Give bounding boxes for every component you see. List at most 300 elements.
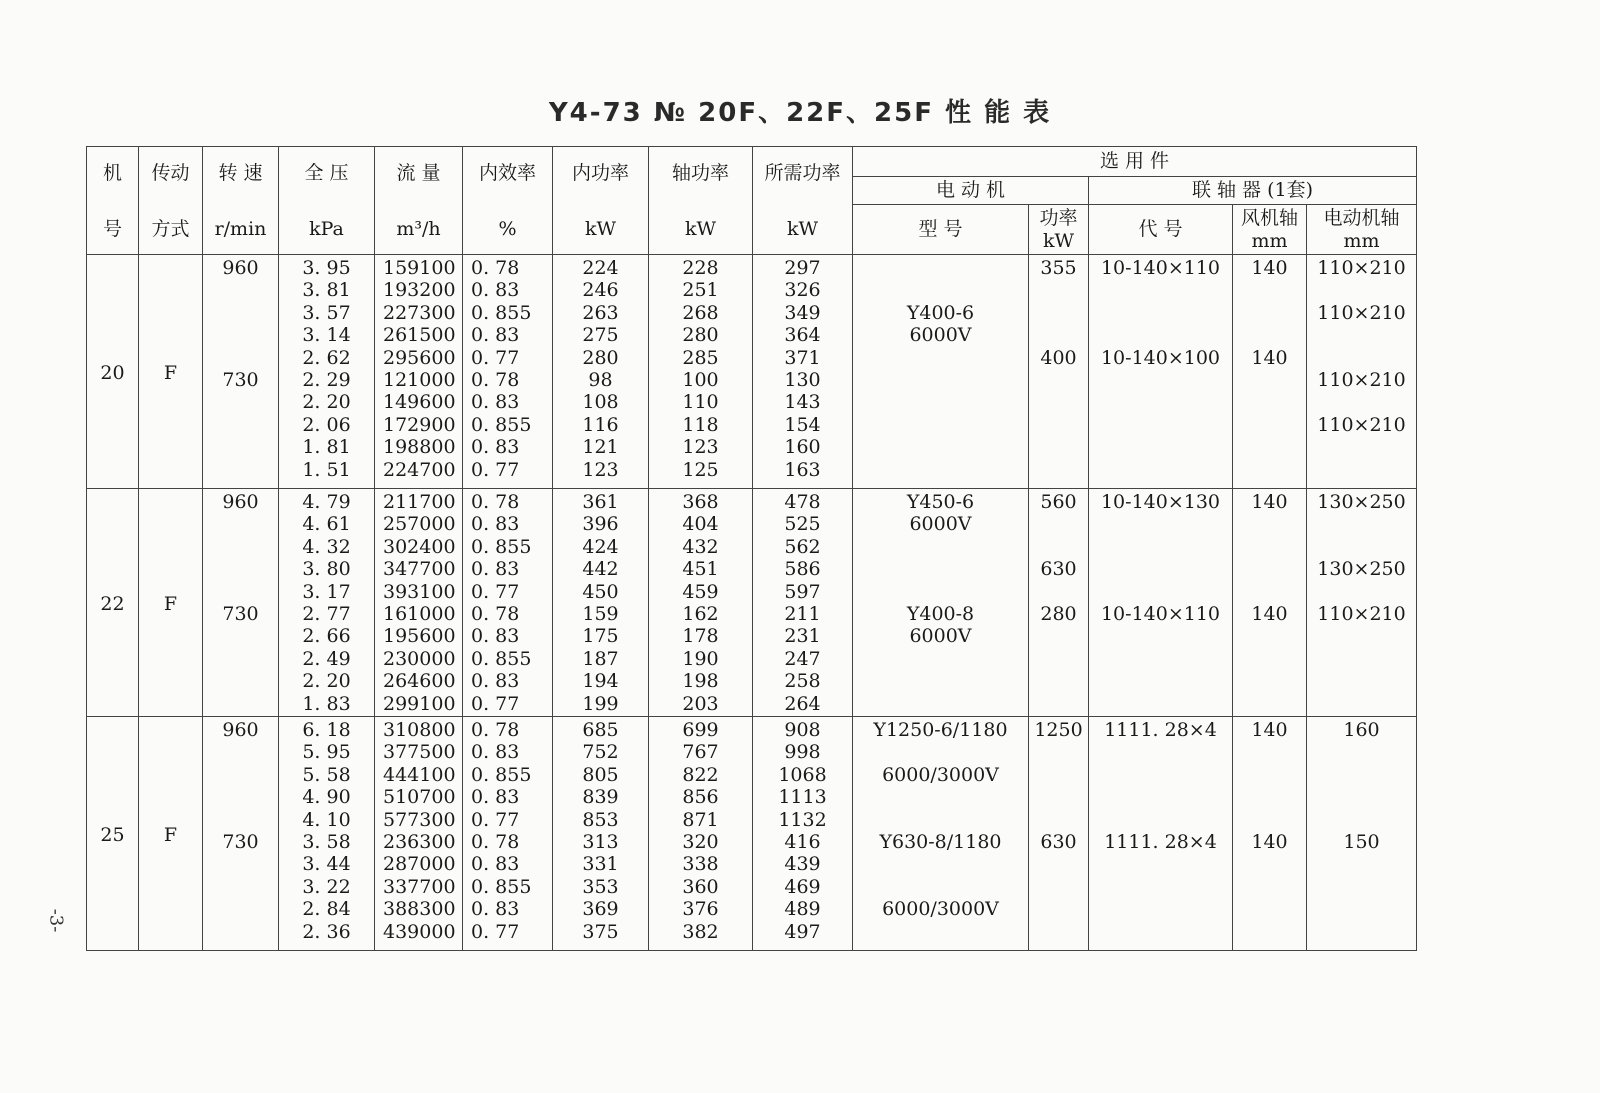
coupling-code-value [1089,459,1232,481]
required-power-value: 349 [784,301,821,324]
pressure-value: 2. 84 [302,898,351,921]
motor-power-value [1029,391,1088,413]
motor-shaft-value [1307,279,1416,301]
table-row [87,489,1417,717]
required-power-cell [753,717,853,951]
internal-power-value: 275 [582,324,619,347]
pressure-value: 2. 77 [302,602,351,625]
efficiency-value: 0. 78 [471,719,520,741]
flow-value: 439000 [383,920,456,943]
motor-power-cell [1029,255,1089,489]
efficiency-value: 0. 83 [471,741,520,764]
coupling-code-value [1089,369,1232,391]
motor-model-value: 6000V [909,324,972,347]
required-power-cell [753,489,853,717]
internal-power-value: 805 [582,763,619,786]
shaft-power-value: 123 [682,436,719,459]
efficiency-value: 0. 83 [471,625,520,648]
motor-power-value [1029,898,1088,920]
shaft-power-value: 125 [682,458,719,481]
shaft-power-value: 162 [682,602,719,625]
pressure-value: 3. 14 [302,324,351,347]
flow-value: 211700 [383,491,456,513]
internal-power-value: 839 [582,786,619,809]
pressure-value: 3. 57 [302,301,351,324]
fan-shaft-value [1233,898,1306,920]
speed-value: 730 [222,830,259,853]
pressure-value: 4. 90 [302,786,351,809]
efficiency-value: 0. 855 [471,647,532,670]
header-selection: 选 用 件 [853,147,1417,177]
header-code: 代 号 [1089,205,1233,255]
speed-value [203,391,278,413]
required-power-value: 211 [784,602,821,625]
speed-value [203,581,278,603]
motor-model-value [853,279,1028,301]
coupling-code-value [1089,741,1232,763]
required-power-value: 416 [784,830,821,853]
shaft-power-value: 285 [682,346,719,369]
internal-power-value: 175 [582,625,619,648]
required-power-value: 998 [784,741,821,764]
speed-value [203,693,278,715]
motor-model-cell [853,489,1029,717]
efficiency-value: 0. 77 [471,808,520,831]
flow-value: 310800 [383,719,456,741]
efficiency-value: 0. 83 [471,391,520,414]
fan-shaft-value [1233,414,1306,436]
internal-power-value: 361 [582,491,619,513]
speed-value [203,670,278,692]
speed-value [203,414,278,436]
motor-model-value: 6000/3000V [882,898,999,921]
fan-shaft-value [1233,279,1306,301]
motor-shaft-value [1307,347,1416,369]
required-power-value: 1068 [778,763,827,786]
fan-shaft-value [1233,459,1306,481]
speed-cell [203,489,279,717]
required-power-value: 908 [784,719,821,741]
fan-shaft-cell [1233,717,1307,951]
motor-model-cell [853,255,1029,489]
internal-power-value: 199 [582,692,619,715]
fan-shaft-value [1233,853,1306,875]
efficiency-value: 0. 77 [471,920,520,943]
performance-table [86,146,1417,951]
pressure-cell [279,255,375,489]
flow-value: 444100 [383,763,456,786]
internal-power-value: 263 [582,301,619,324]
flow-value: 149600 [383,391,456,414]
coupling-code-value [1089,898,1232,920]
coupling-code-cell [1089,489,1233,717]
pressure-value: 1. 83 [302,692,351,715]
motor-shaft-value: 130×250 [1317,491,1406,513]
efficiency-value: 0. 855 [471,875,532,898]
flow-value: 193200 [383,279,456,302]
motor-power-cell [1029,489,1089,717]
shaft-power-value: 251 [682,279,719,302]
speed-value [203,898,278,920]
efficiency-value: 0. 77 [471,458,520,481]
shaft-power-value: 767 [682,741,719,764]
drive-type-cell: F [139,255,203,489]
flow-value: 295600 [383,346,456,369]
pressure-value: 3. 81 [302,279,351,302]
efficiency-value: 0. 855 [471,301,532,324]
efficiency-value: 0. 83 [471,513,520,536]
required-power-value: 231 [784,625,821,648]
internal-power-value: 396 [582,513,619,536]
pressure-value: 2. 29 [302,368,351,391]
fan-shaft-value [1233,324,1306,346]
coupling-code-value [1089,391,1232,413]
motor-model-cell [853,717,1029,951]
motor-model-value [853,693,1028,715]
coupling-code-value [1089,536,1232,558]
efficiency-cell [463,717,553,951]
coupling-code-value [1089,853,1232,875]
fan-shaft-value [1233,391,1306,413]
coupling-code-value [1089,648,1232,670]
fan-shaft-value: 140 [1251,346,1288,369]
coupling-code-value [1089,436,1232,458]
fan-shaft-value [1233,302,1306,324]
motor-power-value [1029,459,1088,481]
motor-model-value [853,741,1028,763]
internal-power-cell [553,255,649,489]
motor-shaft-value: 160 [1343,719,1380,741]
header-drive: 传动 方式 [139,147,203,255]
pressure-value: 2. 62 [302,346,351,369]
efficiency-value: 0. 78 [471,491,520,513]
fan-shaft-value [1233,741,1306,763]
speed-value [203,648,278,670]
fan-shaft-value: 140 [1251,830,1288,853]
coupling-code-value [1089,876,1232,898]
coupling-code-value [1089,513,1232,535]
flow-value: 347700 [383,558,456,581]
header-speed: 转 速 r/min [203,147,279,255]
motor-shaft-value: 110×210 [1317,368,1406,391]
speed-value: 730 [222,368,259,391]
internal-power-cell [553,489,649,717]
required-power-value: 562 [784,535,821,558]
internal-power-value: 98 [588,368,613,391]
fan-shaft-value: 140 [1251,719,1288,741]
motor-model-value [853,536,1028,558]
required-power-value: 597 [784,580,821,603]
motor-model-value [853,786,1028,808]
motor-power-value: 630 [1040,558,1077,581]
required-power-value: 364 [784,324,821,347]
coupling-code-value [1089,581,1232,603]
shaft-power-value: 360 [682,875,719,898]
motor-power-value [1029,809,1088,831]
efficiency-cell [463,489,553,717]
coupling-code-value: 10-140×110 [1100,257,1221,279]
header-fan-shaft: 风机轴 mm [1233,205,1307,255]
motor-power-value [1029,302,1088,324]
pressure-value: 2. 49 [302,647,351,670]
motor-power-value [1029,693,1088,715]
coupling-code-value [1089,558,1232,580]
required-power-value: 371 [784,346,821,369]
efficiency-value: 0. 83 [471,558,520,581]
motor-power-value [1029,741,1088,763]
fan-shaft-value: 140 [1251,491,1288,513]
motor-model-value: 6000V [909,625,972,648]
drive-type-cell: F [139,717,203,951]
motor-power-value [1029,513,1088,535]
pressure-value: 4. 10 [302,808,351,831]
motor-model-value [853,921,1028,943]
required-power-value: 247 [784,647,821,670]
flow-value: 198800 [383,436,456,459]
motor-power-value [1029,414,1088,436]
required-power-value: 258 [784,670,821,693]
flow-value: 264600 [383,670,456,693]
internal-power-value: 108 [582,391,619,414]
flow-value: 230000 [383,647,456,670]
coupling-code-value [1089,693,1232,715]
motor-shaft-value [1307,324,1416,346]
internal-power-value: 752 [582,741,619,764]
fan-shaft-value: 140 [1251,257,1288,279]
required-power-cell [753,255,853,489]
fan-shaft-value [1233,581,1306,603]
motor-model-value [853,369,1028,391]
speed-value: 960 [222,491,259,513]
coupling-code-value [1089,670,1232,692]
motor-model-value [853,876,1028,898]
speed-value [203,625,278,647]
flow-value: 121000 [383,368,456,391]
motor-shaft-value: 110×210 [1317,301,1406,324]
efficiency-value: 0. 78 [471,257,520,279]
fan-shaft-cell [1233,255,1307,489]
required-power-value: 297 [784,257,821,279]
efficiency-value: 0. 83 [471,279,520,302]
motor-power-value [1029,324,1088,346]
flow-cell [375,489,463,717]
shaft-power-value: 856 [682,786,719,809]
efficiency-value: 0. 77 [471,580,520,603]
motor-power-cell [1029,717,1089,951]
pressure-value: 1. 81 [302,436,351,459]
internal-power-value: 369 [582,898,619,921]
coupling-code-value: 1111. 28×4 [1104,830,1217,853]
coupling-code-value: 1111. 28×4 [1104,719,1217,741]
motor-model-value [853,581,1028,603]
speed-value [203,764,278,786]
header-flow: 流 量 m³/h [375,147,463,255]
motor-shaft-cell [1307,489,1417,717]
motor-power-value [1029,670,1088,692]
motor-power-value: 400 [1040,346,1077,369]
internal-power-value: 313 [582,830,619,853]
motor-shaft-value [1307,436,1416,458]
motor-shaft-value [1307,898,1416,920]
motor-power-value: 280 [1040,602,1077,625]
motor-model-value: Y400-8 [906,602,975,625]
internal-power-value: 116 [582,413,619,436]
speed-value: 960 [222,719,259,741]
motor-shaft-value [1307,876,1416,898]
internal-power-value: 246 [582,279,619,302]
motor-power-value [1029,921,1088,943]
motor-shaft-value [1307,459,1416,481]
shaft-power-value: 280 [682,324,719,347]
speed-value [203,809,278,831]
motor-model-value [853,347,1028,369]
speed-value [203,786,278,808]
fan-shaft-value: 140 [1251,602,1288,625]
table-row [87,717,1417,951]
page-number: -3- [45,908,67,933]
shaft-power-value: 822 [682,763,719,786]
motor-power-value [1029,648,1088,670]
flow-value: 224700 [383,458,456,481]
motor-shaft-cell [1307,717,1417,951]
flow-value: 161000 [383,602,456,625]
internal-power-cell [553,717,649,951]
motor-shaft-value [1307,648,1416,670]
coupling-code-cell [1089,717,1233,951]
fan-shaft-value [1233,513,1306,535]
pressure-value: 1. 51 [302,458,351,481]
speed-value [203,741,278,763]
fan-shaft-value [1233,764,1306,786]
speed-cell [203,255,279,489]
speed-value [203,324,278,346]
speed-value [203,279,278,301]
flow-value: 393100 [383,580,456,603]
fan-number-cell: 20 [87,255,139,489]
motor-shaft-value [1307,741,1416,763]
shaft-power-value: 459 [682,580,719,603]
motor-model-value: Y450-6 [906,491,975,513]
page-title: Y4-73 № 20F、22F、25F 性 能 表 [548,98,1052,128]
speed-value [203,558,278,580]
flow-value: 236300 [383,830,456,853]
header-motor: 电 动 机 [853,177,1089,205]
internal-power-value: 375 [582,920,619,943]
speed-value [203,876,278,898]
coupling-code-value [1089,786,1232,808]
motor-shaft-value [1307,693,1416,715]
motor-shaft-cell [1307,255,1417,489]
internal-power-value: 194 [582,670,619,693]
table-body [87,255,1417,951]
flow-cell [375,717,463,951]
fan-number-cell: 22 [87,489,139,717]
motor-shaft-value: 110×210 [1317,602,1406,625]
efficiency-value: 0. 77 [471,346,520,369]
motor-model-value [853,853,1028,875]
motor-power-value [1029,536,1088,558]
motor-power-value: 1250 [1034,719,1083,741]
internal-power-value: 331 [582,853,619,876]
motor-shaft-value: 110×210 [1317,413,1406,436]
required-power-value: 525 [784,513,821,536]
pressure-value: 3. 22 [302,875,351,898]
shaft-power-value: 871 [682,808,719,831]
pressure-value: 3. 17 [302,580,351,603]
motor-shaft-value [1307,536,1416,558]
fan-shaft-value [1233,809,1306,831]
shaft-power-value: 382 [682,920,719,943]
internal-power-value: 224 [582,257,619,279]
speed-value: 730 [222,602,259,625]
motor-power-value [1029,786,1088,808]
pressure-value: 4. 32 [302,535,351,558]
internal-power-value: 424 [582,535,619,558]
efficiency-value: 0. 855 [471,535,532,558]
speed-value: 960 [222,257,259,279]
table-header [87,147,1417,255]
required-power-value: 1113 [778,786,827,809]
shaft-power-cell [649,717,753,951]
coupling-code-value [1089,324,1232,346]
internal-power-value: 450 [582,580,619,603]
flow-value: 510700 [383,786,456,809]
shaft-power-value: 404 [682,513,719,536]
fan-shaft-value [1233,876,1306,898]
motor-power-value [1029,436,1088,458]
internal-power-value: 353 [582,875,619,898]
required-power-value: 163 [784,458,821,481]
internal-power-value: 442 [582,558,619,581]
coupling-code-value [1089,809,1232,831]
required-power-value: 130 [784,368,821,391]
motor-power-value [1029,279,1088,301]
shaft-power-value: 118 [682,413,719,436]
fan-shaft-value [1233,558,1306,580]
shaft-power-value: 338 [682,853,719,876]
motor-shaft-value [1307,670,1416,692]
motor-shaft-value [1307,809,1416,831]
motor-power-value: 630 [1040,830,1077,853]
required-power-value: 586 [784,558,821,581]
pressure-value: 2. 20 [302,391,351,414]
shaft-power-value: 368 [682,491,719,513]
pressure-value: 3. 95 [302,257,351,279]
header-motor-power: 功率 kW [1029,205,1089,255]
motor-shaft-value [1307,391,1416,413]
motor-power-value [1029,369,1088,391]
coupling-code-value [1089,764,1232,786]
coupling-code-value [1089,279,1232,301]
motor-shaft-value [1307,921,1416,943]
required-power-value: 264 [784,692,821,715]
speed-value [203,536,278,558]
efficiency-cell [463,255,553,489]
motor-model-value: 6000/3000V [882,763,999,786]
shaft-power-cell [649,489,753,717]
shaft-power-value: 228 [682,257,719,279]
required-power-value: 478 [784,491,821,513]
fan-shaft-cell [1233,489,1307,717]
motor-model-value [853,436,1028,458]
motor-power-value [1029,876,1088,898]
coupling-code-value [1089,921,1232,943]
shaft-power-value: 699 [682,719,719,741]
pressure-value: 3. 44 [302,853,351,876]
motor-shaft-value [1307,513,1416,535]
header-efficiency: 内效率 % [463,147,553,255]
pressure-value: 5. 95 [302,741,351,764]
